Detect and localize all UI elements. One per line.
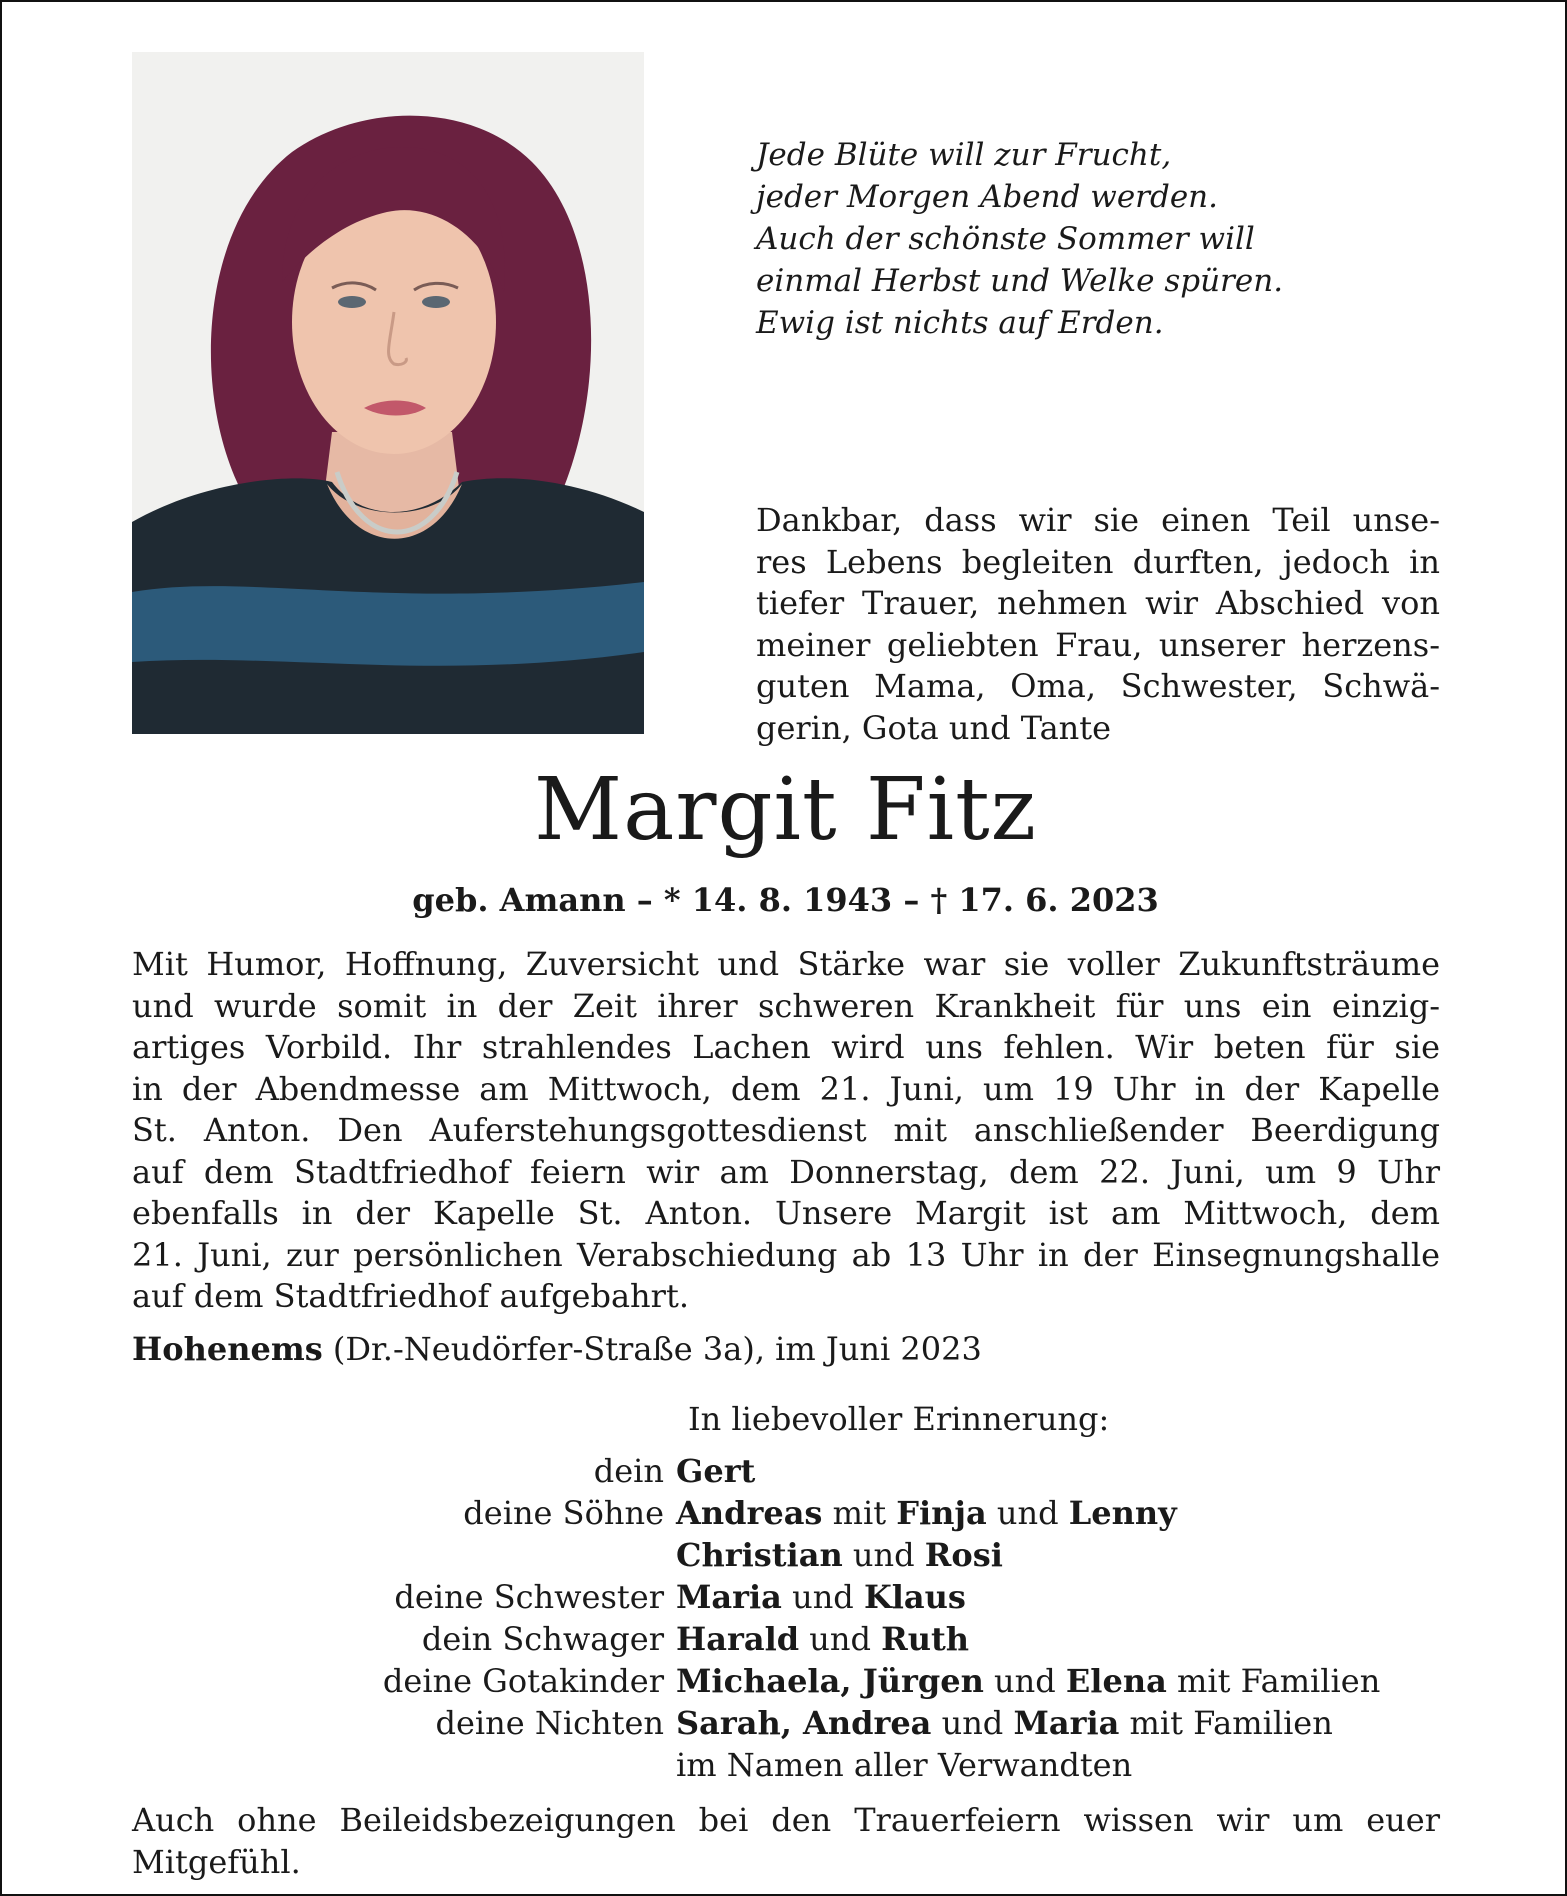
mourner-connector: und [781,1578,864,1616]
place-address-date: (Dr.-Neudörfer-Straße 3a), im Juni 2023 [322,1330,982,1368]
intro-line: meiner geliebten Frau, unserer herzens- [756,625,1440,664]
mourner-connector: und [986,1494,1069,1532]
intro-paragraph [756,500,1440,749]
poem-line: Auch der schönste Sommer will [756,221,1255,257]
mourner-connector: und [842,1536,925,1574]
body-line: auf dem Stadtfriedhof feiern wir am Donnerstag, dem 22. Juni, um 9 Uhr [132,1152,1440,1191]
mourner-name: Gert [676,1452,756,1490]
mourner-relation: deine Söhne [463,1494,664,1532]
body-line: Mit Humor, Hoffnung, Zuversicht und Stärke war sie voller Zukunftsträume [132,945,1440,983]
mourner-name: Ruth [881,1620,970,1658]
portrait-image [132,52,644,734]
portrait-photo [132,52,644,734]
mourner-connector: mit [822,1494,897,1532]
mourner-names [676,1660,1380,1702]
mourner-relation [132,1744,676,1786]
place-date-line [132,1328,1332,1370]
mourner-name: Maria [1013,1704,1120,1742]
mourner-connector: und [983,1662,1066,1700]
body-line: 21. Juni, zur persönlichen Verabschiedung ab 13 Uhr in der Einsegnungshalle [132,1235,1440,1274]
mourner-names [676,1744,1132,1786]
mourner-names [676,1618,969,1660]
mourner-relation: dein [593,1452,664,1490]
place-town: Hohenems [132,1330,323,1368]
intro-line: guten Mama, Oma, Schwester, Schwä- [756,667,1440,705]
mourner-connector: mit Familien [1119,1704,1333,1742]
mourner-row [132,1702,1532,1744]
mourner-names [676,1450,755,1492]
mourner-row [132,1492,1532,1534]
mourner-relation: deine Gotakinder [382,1662,664,1700]
intro-line: gerin, Gota und Tante [756,708,1112,747]
intro-line: tiefer Trauer, nehmen wir Abschied von [756,584,1440,622]
mourner-row [132,1450,1532,1492]
birth-death-dates: geb. Amann – * 14. 8. 1943 – † 17. 6. 2023 [412,881,1159,919]
mourner-names [676,1534,1003,1576]
mourner-name: Michaela, Jürgen [676,1662,984,1700]
mourner-connector: und [799,1620,882,1658]
mourner-name: Lenny [1068,1494,1177,1532]
mourner-connector: im Namen aller Verwandten [676,1746,1133,1784]
closing-paragraph [132,1799,1440,1883]
mourner-row [132,1660,1532,1702]
in-memory-heading: In liebevoller Erinnerung: [688,1400,1110,1438]
body-line: artiges Vorbild. Ihr strahlendes Lachen wird uns fehlen. Wir beten für sie [132,1028,1440,1066]
body-line: und wurde somit in der Zeit ihrer schweren Krankheit für uns ein einzig- [132,986,1440,1025]
poem-line: Ewig ist nichts auf Erden. [756,305,1164,341]
mourner-names [676,1576,966,1618]
mourner-relation: dein Schwager [421,1620,664,1658]
closing-line: Auch ohne Beileidsbezeigungen bei den Trauerfeiern wissen wir um euer [132,1801,1440,1839]
mourner-row [132,1534,1532,1576]
mourners-list [132,1450,1532,1786]
body-paragraph [132,944,1440,1318]
body-line: in der Abendmesse am Mittwoch, dem 21. Juni, um 19 Uhr in der Kapelle [132,1069,1440,1108]
deceased-name: Margit Fitz [534,760,1037,860]
body-line: ebenfalls in der Kapelle St. Anton. Unsere Margit ist am Mittwoch, dem [132,1194,1440,1232]
mourner-row [132,1576,1532,1618]
mourner-row [132,1744,1532,1786]
mourner-name: Sarah, Andrea [676,1704,932,1742]
intro-line: res Lebens begleiten durften, jedoch in [756,542,1440,581]
mourner-name: Christian [676,1536,843,1574]
mourner-name: Klaus [863,1578,966,1616]
poem-line: jeder Morgen Abend werden. [756,179,1219,215]
mourner-relation: deine Nichten [435,1704,664,1742]
mourner-name: Elena [1065,1662,1167,1700]
poem [756,134,1476,344]
mourner-name: Maria [676,1578,782,1616]
mourner-connector: und [931,1704,1014,1742]
intro-line: Dankbar, dass wir sie einen Teil unse- [756,501,1440,539]
mourner-name: Finja [896,1494,987,1532]
mourner-names [676,1492,1177,1534]
body-line: auf dem Stadtfriedhof aufgebahrt. [132,1277,689,1315]
mourner-connector: mit Familien [1166,1662,1381,1700]
poem-line: Jede Blüte will zur Frucht, [756,137,1172,173]
mourner-relation: deine Schwester [394,1578,664,1616]
mourner-name: Harald [676,1620,800,1658]
mourner-relation [132,1534,676,1576]
mourner-name: Rosi [924,1536,1003,1574]
mourner-names [676,1702,1333,1744]
closing-line: Mitgefühl. [132,1843,301,1881]
mourner-name: Andreas [676,1494,823,1532]
mourner-row [132,1618,1532,1660]
poem-line: einmal Herbst und Welke spüren. [756,263,1284,299]
body-line: St. Anton. Den Auferstehungsgottesdienst mit anschließender Beerdigung [132,1111,1440,1149]
